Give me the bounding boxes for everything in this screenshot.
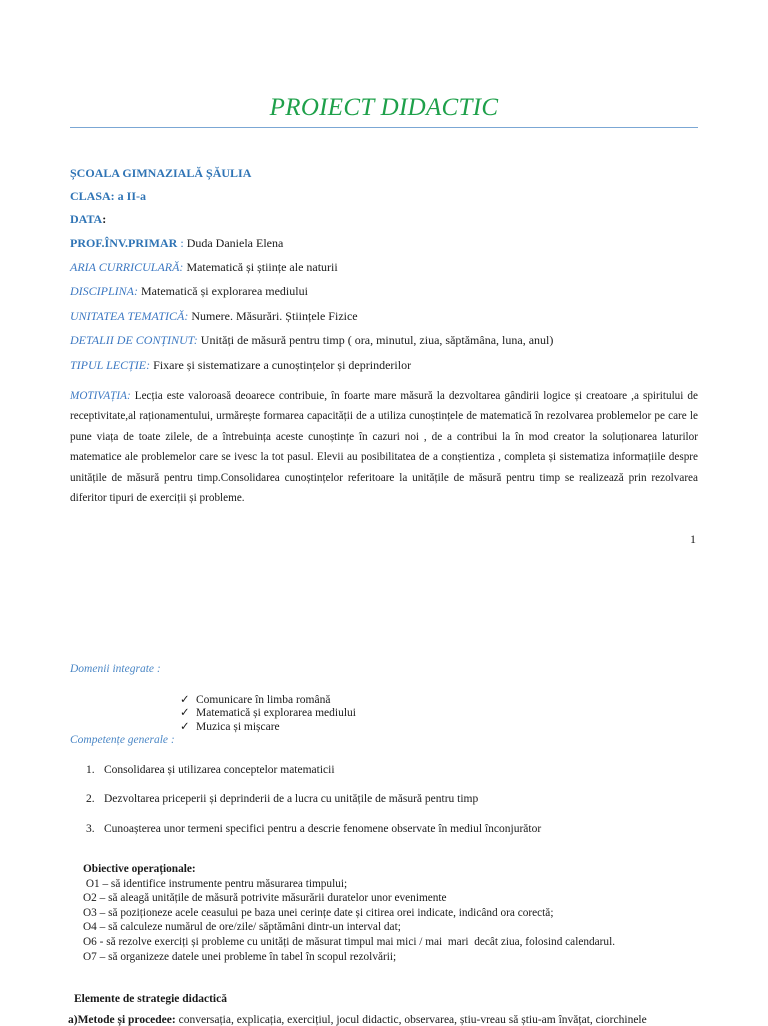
curricular-area-value: Matematică și științe ale naturii <box>186 260 338 274</box>
teacher-name: Duda Daniela Elena <box>186 236 284 250</box>
content-details-label: DETALII DE CONȚINUT: <box>70 333 198 347</box>
methods-line <box>68 1014 647 1026</box>
teacher-label: PROF.ÎNV.PRIMAR <box>70 236 178 250</box>
date-line <box>70 212 106 226</box>
page-number: 1 <box>690 532 696 546</box>
checkmark-icon: ✓ <box>180 694 190 706</box>
list-item: O1 – să identifice instrumente pentru măsurarea timpului; <box>83 877 348 890</box>
content-details-value: Unități de măsură pentru timp ( ora, minutul, ziua, săptămâna, luna, anul) <box>200 333 554 347</box>
discipline-value: Matematică și explorarea mediului <box>141 284 308 298</box>
discipline-label: DISCIPLINA: <box>70 284 138 298</box>
operational-objectives-heading: Obiective operaționale: <box>83 863 196 875</box>
thematic-unit-value: Numere. Măsurări. Științele Fizice <box>191 309 358 323</box>
list-item: O7 – să organizeze datele unei probleme în tabel în scopul rezolvării; <box>83 950 397 963</box>
lesson-type-line <box>70 358 411 372</box>
lesson-type-label: TIPUL LECȚIE: <box>70 358 151 372</box>
list-item: O2 – să aleagă unitățile de măsură potrivite măsurării duratelor unor evenimente <box>83 892 447 905</box>
thematic-unit-label: UNITATEA TEMATICĂ: <box>70 309 189 323</box>
page-title: PROIECT DIDACTIC <box>269 94 499 121</box>
integrated-domains-heading: Domenii integrate : <box>70 663 161 675</box>
list-item: O4 – să calculeze numărul de ore/zile/ săptămâni dintr-un interval dat; <box>83 921 401 934</box>
checkmark-icon: ✓ <box>180 720 190 733</box>
checkmark-icon: ✓ <box>180 707 190 720</box>
curricular-area-label: ARIA CURRICULARĂ: <box>70 260 184 274</box>
lesson-type-value: Fixare și sistematizare a cunoștințelor și deprinderilor <box>153 358 412 372</box>
discipline-line <box>70 284 308 298</box>
content-details-line <box>70 333 553 347</box>
list-item: 2. Dezvoltarea priceperii și deprinderii de a lucra cu unitățile de măsură pentru timp <box>86 793 479 805</box>
list-item: O6 - să rezolve exerciți și probleme cu unități de măsurat timpul mai mici / mai mari decât ziua, folosind calendarul. <box>83 935 616 948</box>
motivation-text: Lecția este valoroasă deoarece contribuie, în foarte mare măsură la dezvoltarea gândirii logice și creatoare ,a spiritului de receptivitate,al raționamentului, urmărește formarea capacității de a utiliza cunoștințele de matematică în rezolvarea problemelor pe care le pune viața de toate zilele, de a întrebuința aceste cunoștințe în cazuri noi , de a contribui la în mod creator la soluționarea laturilor matematice ale problemelor care se ivesc la tot pasul. Elevii au posibilitatea de a conștientiza , completa și sistematiza informațiile despre unitățile de măsură pentru timp.Consolidarea cunoștințelor referitoare la unitățile de măsură pentru timp se realizează prin rezolvarea diferitor tipuri de exerciții și probleme. <box>70 390 698 505</box>
curricular-area-line <box>70 260 338 274</box>
title-divider <box>70 127 698 128</box>
list-item: ✓ Matematică și explorarea mediului <box>180 707 356 720</box>
methods-label: a)Metode și procedee: <box>68 1014 176 1026</box>
date-colon: : <box>102 212 107 226</box>
strategy-heading: Elemente de strategie didactică <box>74 993 227 1005</box>
methods-text: conversația, explicația, exercițiul, jocul didactic, observarea, știu-vreau să știu-am învățat, ciorchinele <box>175 1014 647 1026</box>
general-competences-heading: Competențe generale : <box>70 734 175 746</box>
list-item: ✓ Muzica și mișcare <box>180 720 280 733</box>
motivation-paragraph <box>70 386 698 508</box>
date-label: DATA <box>70 212 103 226</box>
motivation-label: MOTIVAȚIA: <box>70 390 131 402</box>
teacher-sep: : <box>177 236 187 250</box>
thematic-unit-line <box>70 309 358 323</box>
list-item: 1. Consolidarea și utilizarea conceptelor matematicii <box>86 764 335 776</box>
school-name: ȘCOALA GIMNAZIALĂ ȘĂULIA <box>70 166 252 180</box>
class-line: CLASA: a II-a <box>70 189 147 203</box>
operational-objectives <box>83 862 615 964</box>
list-item: ✓ Comunicare în limba română <box>180 694 331 706</box>
integrated-domains-list <box>180 694 356 734</box>
list-item: 3. Cunoașterea unor termeni specifici pentru a descrie fenomene observate în mediul înconjurător <box>86 823 542 835</box>
teacher-line <box>70 236 283 250</box>
list-item: O3 – să poziționeze acele ceasului pe baza unei cerințe date și citirea orei indicate, indicând ora corectă; <box>83 906 554 919</box>
